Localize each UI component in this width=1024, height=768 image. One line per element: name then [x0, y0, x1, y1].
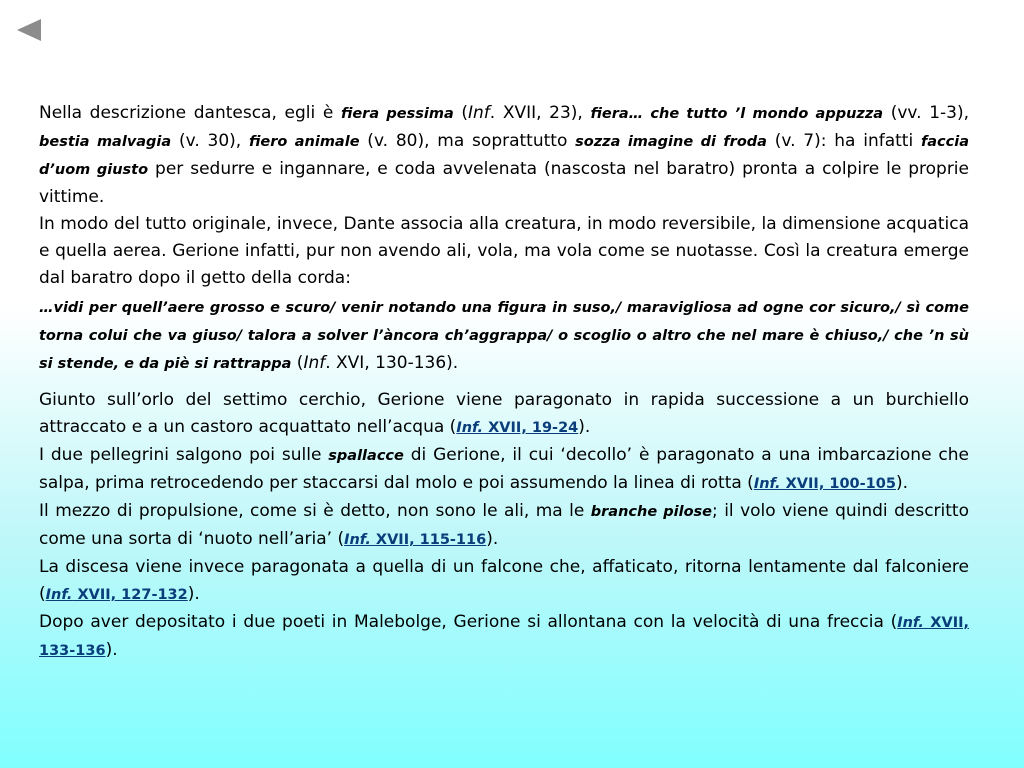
paragraph-decollo [39, 442, 969, 498]
back-button[interactable] [16, 18, 42, 42]
text: ( [453, 103, 468, 123]
triangle-left-icon [16, 18, 42, 42]
text: . XVII, 23), [489, 103, 591, 123]
citation-lines: XVII, 127-132 [72, 587, 188, 603]
keyword-faccia-uom-giusto: faccia d’uom giusto [39, 134, 969, 178]
text: ( [291, 353, 304, 373]
citation-abbrev: Inf. [456, 420, 484, 436]
text: (v. 7): ha infatti [766, 131, 921, 151]
text: ). [187, 584, 200, 604]
text: (v. 30), [171, 131, 249, 151]
text: . XVI, 130-136). [325, 353, 459, 373]
text: Nella descrizione dantesca, egli è [39, 103, 341, 123]
text: I due pellegrini salgono poi sulle [39, 445, 329, 465]
paragraph-freccia [39, 609, 969, 665]
text: In modo del tutto originale, invece, Dante associa alla creatura, in modo reversibile, la dimensione acquatica e quella aerea. Gerione infatti, pur non avendo ali, vola, ma vola come se nuotasse. Così la creatura emerge dal baratro dopo il getto della corda: [39, 214, 969, 288]
citation-abbrev: Inf [303, 353, 326, 373]
citation-abbrev: Inf. [344, 532, 371, 548]
citation-lines: XVII, 100-105 [780, 476, 896, 492]
dante-quotation [39, 294, 969, 378]
citation-abbrev: Inf [468, 103, 490, 123]
keyword-bestia-malvagia: bestia malvagia [39, 134, 172, 150]
text: ). [578, 417, 591, 437]
paragraph-originality [39, 211, 969, 292]
citation-lines: XVII, 115-116 [370, 532, 487, 548]
text: ). [895, 473, 908, 493]
paragraph-description [39, 100, 969, 211]
text: ). [486, 529, 499, 549]
keyword-fiero-animale: fiero animale [248, 134, 360, 150]
text: (v. 80), ma soprattutto [359, 131, 576, 151]
main-text [39, 100, 969, 665]
quotation-text: …vidi per quell’aere grosso e scuro/ venir notando una figura in suso,/ maravigliosa ad ogne cor sicuro,/ sì come torna colui che va giuso/ talora a solver l’àncora ch’aggrappa/ o scoglio o altro che nel mare è chiuso,/ che ’n sù si stende, e da piè si rattrappa [39, 300, 969, 372]
text: Dopo aver depositato i due poeti in Malebolge, Gerione si allontana con la velocità di una freccia ( [39, 612, 898, 632]
keyword-spallacce: spallacce [328, 448, 404, 464]
text: ; il volo viene quindi descritto come una sorta di ‘nuoto nell’aria’ ( [39, 501, 969, 549]
text: ). [105, 640, 118, 660]
keyword-branche-pilose: branche pilose [590, 504, 713, 520]
keyword-fiera-appuzza: fiera… che tutto ’l mondo appuzza [590, 106, 884, 122]
text: di Gerione, il cui ‘decollo’ è paragonato a una imbarcazione che salpa, prima retrocedendo per staccarsi dal molo e poi assumendo la linea di rotta ( [39, 445, 969, 493]
paragraph-burchiello [39, 387, 969, 442]
citation-link-inf-xvii-127-132[interactable] [46, 587, 188, 603]
text: La discesa viene invece paragonata a quella di un falcone che, affaticato, ritorna lentamente dal falconiere ( [39, 557, 969, 604]
citation-link-inf-xvii-19-24[interactable] [456, 420, 578, 436]
citation-lines: XVII, 133-136 [39, 615, 970, 659]
keyword-sozza-imagine: sozza imagine di froda [575, 134, 767, 150]
citation-lines: XVII, 19-24 [483, 420, 579, 436]
paragraph-falcone [39, 554, 969, 609]
citation-abbrev: Inf. [753, 476, 781, 492]
citation-abbrev: Inf. [897, 615, 924, 631]
citation-link-inf-xvii-115-116[interactable] [344, 532, 486, 548]
citation-abbrev: Inf. [45, 587, 73, 603]
text: Il mezzo di propulsione, come si è detto, non sono le ali, ma le [39, 501, 591, 521]
text: (vv. 1-3), [883, 103, 969, 123]
text: per sedurre e ingannare, e coda avvelenata (nascosta nel baratro) pronta a colpire le proprie vittime. [39, 159, 969, 207]
text: Giunto sull’orlo del settimo cerchio, Gerione viene paragonato in rapida successione a un burchiello attraccato e a un castoro acquattato nell’acqua ( [39, 390, 969, 437]
keyword-fiera-pessima: fiera pessima [340, 106, 454, 122]
paragraph-propulsione [39, 498, 969, 554]
citation-link-inf-xvii-100-105[interactable] [754, 476, 896, 492]
